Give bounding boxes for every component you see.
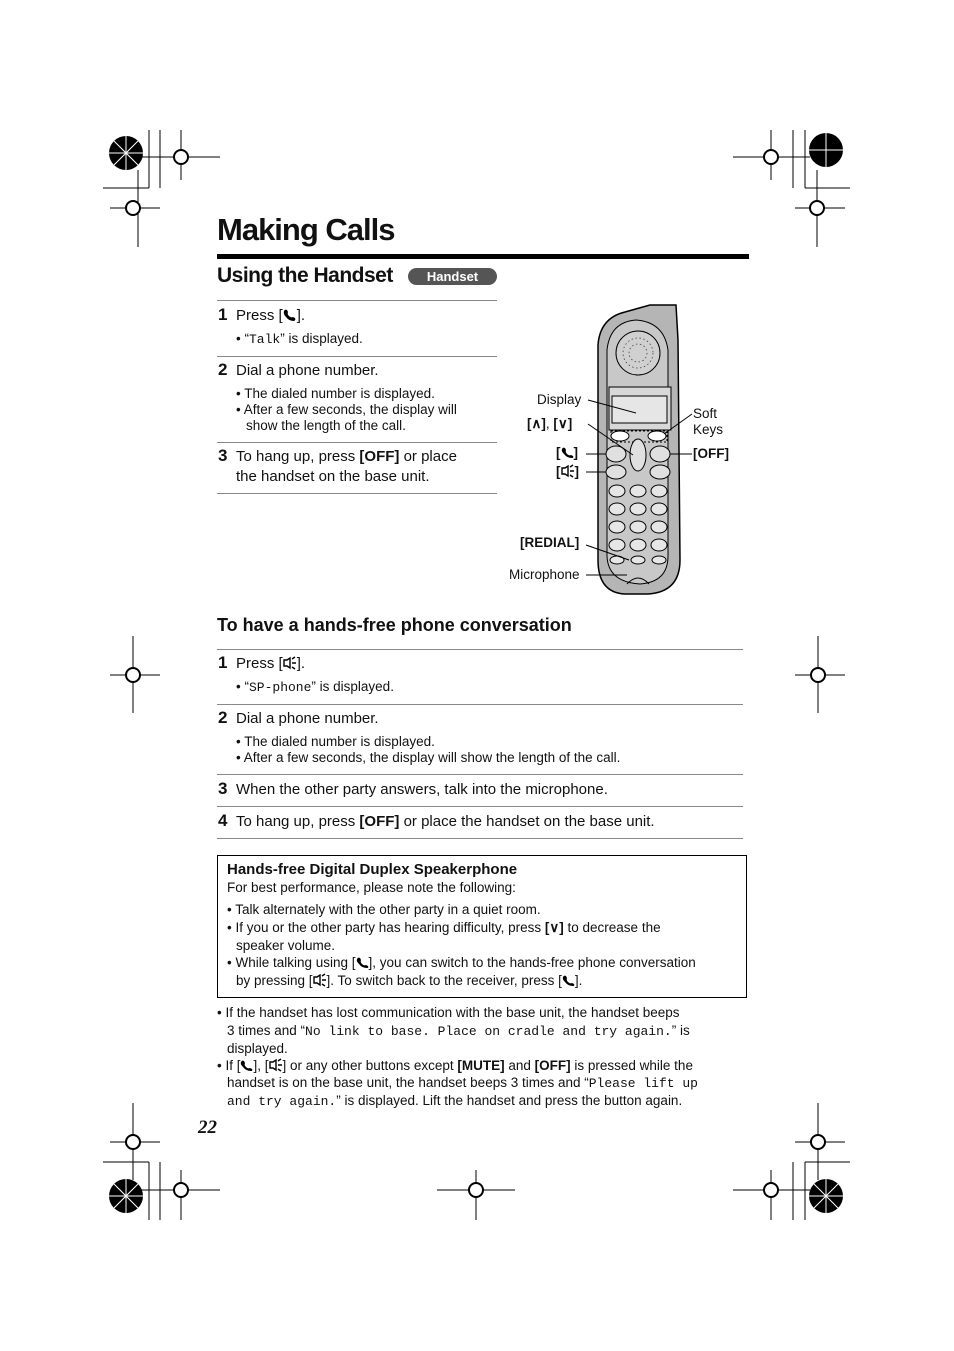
step-1-text: Press [ ]. bbox=[236, 307, 306, 324]
talk-handset-icon bbox=[356, 957, 369, 968]
hf-step-4-text: To hang up, press [OFF] or place the handset on the base unit. bbox=[236, 813, 655, 830]
speaker-key-label: [ ] bbox=[556, 464, 579, 479]
footnote-1-cont: 3 times and “No link to base. Place on cradle and try again.” is bbox=[227, 1023, 690, 1039]
step-number: 2 bbox=[218, 360, 228, 379]
step-number: 1 bbox=[218, 653, 228, 672]
note-box-bullet-1: • Talk alternately with the other party in a quiet room. bbox=[227, 902, 541, 917]
hf-step-2-text: Dial a phone number. bbox=[236, 710, 379, 727]
handset-badge: Handset bbox=[408, 268, 497, 285]
section-heading: Using the Handset bbox=[217, 264, 393, 287]
redial-key-label: [REDIAL] bbox=[520, 535, 580, 550]
note-box-bullet-2-cont: speaker volume. bbox=[236, 938, 336, 953]
speakerphone-icon bbox=[313, 974, 327, 986]
footnote-2-cont2: and try again.” is displayed. Lift the handset and press the button again. bbox=[227, 1093, 683, 1109]
divider bbox=[217, 838, 743, 839]
hf-step-1-text: Press [ ]. bbox=[236, 655, 306, 672]
handsfree-heading: To have a hands-free phone conversation bbox=[217, 615, 572, 635]
soft-keys-label-1: Soft bbox=[693, 406, 718, 421]
step-2-text: Dial a phone number. bbox=[236, 362, 379, 379]
note-box-bullet-2: • If you or the other party has hearing difficulty, press [∨] to decrease the bbox=[227, 920, 661, 935]
footnote-2: • If [ ], [ ] or any other buttons except [MUTE] and [OFF] is pressed while the bbox=[217, 1058, 693, 1073]
talk-handset-icon bbox=[562, 975, 575, 986]
step-number: 1 bbox=[218, 305, 228, 324]
speakerphone-icon bbox=[269, 1059, 283, 1071]
hf-step-2-bullet-2: • After a few seconds, the display will show the length of the call. bbox=[236, 750, 621, 765]
step-2-bullet-2-cont: show the length of the call. bbox=[246, 418, 406, 433]
display-label: Display bbox=[537, 392, 582, 407]
note-box-bullet-3: • While talking using [ ], you can switch to the hands-free phone conversation bbox=[227, 955, 696, 970]
speakerphone-icon bbox=[283, 657, 297, 669]
page-title: Making Calls bbox=[217, 212, 395, 247]
step-3-text: To hang up, press [OFF] or place bbox=[236, 448, 457, 465]
step-number: 3 bbox=[218, 446, 228, 465]
note-box-bullet-3-cont: by pressing [ ]. To switch back to the receiver, press [ ]. bbox=[236, 973, 583, 988]
page-number: 22 bbox=[198, 1117, 217, 1138]
hf-step-2-bullet-1: • The dialed number is displayed. bbox=[236, 734, 435, 749]
note-box-title: Hands-free Digital Duplex Speakerphone bbox=[227, 861, 518, 878]
step-1-bullet: • “Talk” is displayed. bbox=[236, 331, 363, 347]
talk-handset-icon bbox=[561, 447, 574, 458]
step-number: 3 bbox=[218, 779, 228, 798]
hf-step-3-text: When the other party answers, talk into the microphone. bbox=[236, 781, 608, 798]
footnote-1-cont2: displayed. bbox=[227, 1041, 288, 1056]
talk-handset-icon bbox=[240, 1060, 253, 1071]
divider bbox=[217, 704, 743, 705]
step-number: 4 bbox=[218, 811, 228, 830]
speakerphone-icon bbox=[561, 465, 575, 477]
divider bbox=[217, 806, 743, 807]
up-down-keys-label: [∧], [∨] bbox=[527, 416, 573, 431]
step-3-text-cont: the handset on the base unit. bbox=[236, 468, 430, 485]
divider bbox=[217, 774, 743, 775]
microphone-label: Microphone bbox=[509, 567, 580, 582]
soft-keys-label-2: Keys bbox=[693, 422, 724, 437]
talk-key-label: [ ] bbox=[556, 445, 578, 460]
off-key-label: [OFF] bbox=[693, 446, 729, 461]
step-number: 2 bbox=[218, 708, 228, 727]
note-box-intro: For best performance, please note the following: bbox=[227, 880, 516, 895]
footnote-2-cont: handset is on the base unit, the handset beeps 3 times and “Please lift up bbox=[227, 1075, 698, 1091]
hf-step-1-bullet: • “SP-phone” is displayed. bbox=[236, 679, 394, 695]
footnote-1: • If the handset has lost communication with the base unit, the handset beeps bbox=[217, 1005, 680, 1020]
divider bbox=[217, 649, 743, 650]
step-2-bullet-1: • The dialed number is displayed. bbox=[236, 386, 435, 401]
step-2-bullet-2: • After a few seconds, the display will bbox=[236, 402, 457, 417]
